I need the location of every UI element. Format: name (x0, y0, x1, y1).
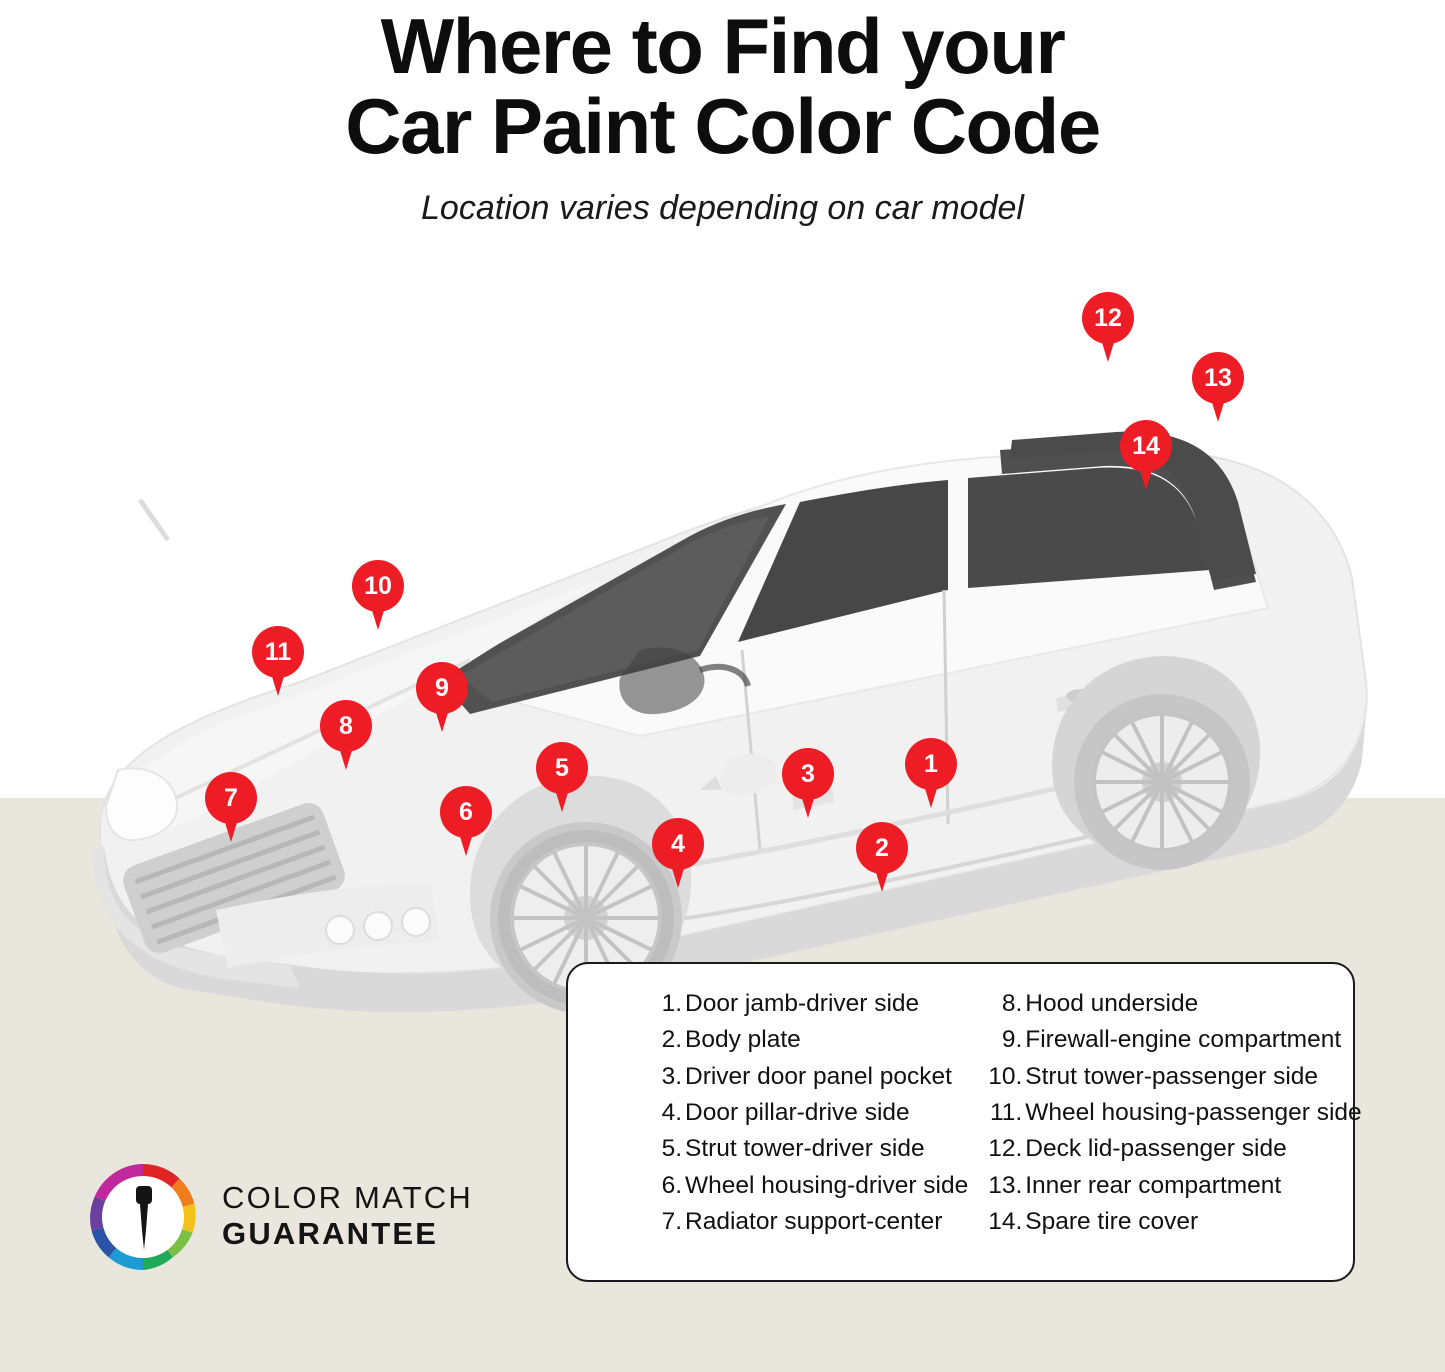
legend-item-label: Strut tower-passenger side (1025, 1062, 1319, 1090)
pin-label: 1 (905, 738, 957, 790)
legend-column-right (968, 988, 1361, 1280)
legend-item-label: Driver door panel pocket (685, 1062, 952, 1090)
legend-item (978, 1061, 1361, 1093)
map-pin-7[interactable] (205, 772, 257, 824)
legend-item-label: Wheel housing-driver side (685, 1171, 969, 1199)
legend-item-label: Door pillar-drive side (685, 1098, 910, 1126)
legend-item-label: Hood underside (1025, 990, 1199, 1017)
pin-label: 7 (205, 772, 257, 824)
map-pin-4[interactable] (652, 818, 704, 870)
legend-item (644, 1097, 968, 1129)
map-pin-1[interactable] (905, 738, 957, 790)
brand-line-2: GUARANTEE (222, 1215, 439, 1251)
legend-column-left (586, 988, 968, 1280)
title-line-2: Car Paint Color Code (345, 82, 1100, 171)
map-pin-12[interactable] (1082, 292, 1134, 344)
legend-item-label: Wheel housing-passenger side (1025, 1098, 1362, 1126)
pin-label: 6 (440, 786, 492, 838)
legend-item-label: Inner rear compartment (1025, 1171, 1282, 1199)
legend-item-number: 8. (1001, 990, 1023, 1017)
legend-item-number: 13. (988, 1171, 1023, 1199)
pin-label: 12 (1082, 292, 1134, 344)
page-title (0, 0, 1445, 171)
legend-item-number: 4. (661, 1098, 682, 1126)
legend-item-label: Door jamb-driver side (685, 990, 920, 1017)
legend-item (644, 988, 968, 1020)
color-wheel-icon (84, 1158, 202, 1276)
legend-item (978, 988, 1361, 1020)
pin-label: 14 (1120, 420, 1172, 472)
legend-item (644, 1133, 968, 1165)
legend-item-number: 5. (661, 1135, 682, 1163)
legend-item-label: Spare tire cover (1025, 1207, 1199, 1235)
header (0, 0, 1445, 228)
legend-item (644, 1170, 968, 1202)
car-illustration (0, 290, 1445, 1050)
pin-label: 11 (252, 626, 304, 678)
legend-item-number: 10. (988, 1062, 1023, 1090)
map-pin-13[interactable] (1192, 352, 1244, 404)
brand-line-1: COLOR MATCH (222, 1180, 473, 1215)
legend-item-number: 9. (1001, 1026, 1023, 1054)
legend-item-number: 1. (661, 990, 682, 1017)
legend-item (978, 1024, 1361, 1056)
legend-item (644, 1061, 968, 1093)
pin-label: 9 (416, 662, 468, 714)
legend-item-number: 11. (990, 1098, 1023, 1126)
map-pin-2[interactable] (856, 822, 908, 874)
legend-item-number: 14. (988, 1207, 1023, 1235)
map-pin-8[interactable] (320, 700, 372, 752)
brand-badge (84, 1158, 504, 1278)
map-pin-14[interactable] (1120, 420, 1172, 472)
legend-item-number: 3. (661, 1062, 682, 1090)
pin-label: 8 (320, 700, 372, 752)
legend-item (644, 1206, 968, 1238)
map-pin-3[interactable] (782, 748, 834, 800)
legend-item-label: Strut tower-driver side (685, 1135, 925, 1163)
legend-item (978, 1097, 1361, 1129)
legend-item (644, 1024, 968, 1056)
pin-label: 5 (536, 742, 588, 794)
pin-label: 3 (782, 748, 834, 800)
page-subtitle: Location varies depending on car model (421, 188, 1024, 227)
map-pin-9[interactable] (416, 662, 468, 714)
map-pin-5[interactable] (536, 742, 588, 794)
map-pin-6[interactable] (440, 786, 492, 838)
legend-item-number: 7. (661, 1207, 682, 1235)
legend-item-label: Radiator support-center (685, 1207, 943, 1235)
legend-item-number: 12. (988, 1135, 1023, 1163)
pin-label: 2 (856, 822, 908, 874)
legend-item (978, 1170, 1361, 1202)
legend-box (566, 962, 1362, 1282)
pin-label: 4 (652, 818, 704, 870)
map-pin-10[interactable] (352, 560, 404, 612)
legend-item-label: Firewall-engine compartment (1025, 1026, 1342, 1054)
legend-item-label: Body plate (685, 1026, 801, 1054)
legend-item-number: 2. (661, 1026, 682, 1054)
legend-item-number: 6. (661, 1171, 682, 1199)
legend-item (978, 1206, 1361, 1238)
legend-item (978, 1133, 1361, 1165)
title-line-1: Where to Find your (380, 2, 1065, 90)
legend-item-label: Deck lid-passenger side (1025, 1135, 1287, 1163)
pin-label: 10 (352, 560, 404, 612)
map-pin-11[interactable] (252, 626, 304, 678)
pin-label: 13 (1192, 352, 1244, 404)
brand-text (222, 1180, 473, 1251)
